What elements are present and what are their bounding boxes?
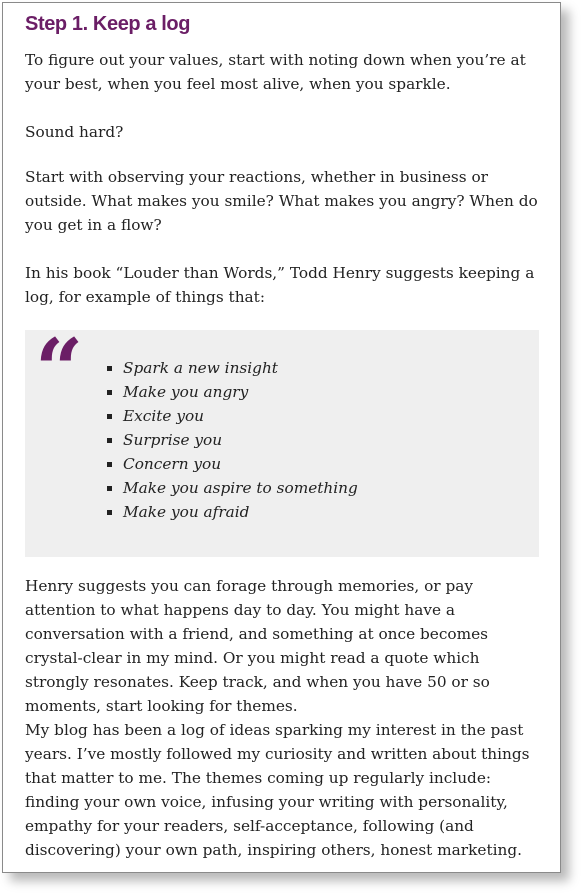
quote-list — [105, 356, 358, 524]
bullet-icon — [107, 462, 112, 467]
bullet-icon — [107, 438, 112, 443]
paragraph-question: Sound hard? — [25, 123, 124, 141]
bullet-icon — [107, 510, 112, 515]
bullet-icon — [107, 390, 112, 395]
bullet-icon — [107, 486, 112, 491]
list-item-text: Excite you — [123, 407, 205, 425]
paragraph-book: In his book “Louder than Words,” Todd Henry suggests keeping a log, for example of things that: — [25, 264, 535, 306]
paragraph-forage: Henry suggests you can forage through memories, or pay attention to what happens day to day. You might have a conversation with a friend, and something at once becomes crystal-clear in my mind. Or you might read a quote which strongly resonates. Keep track, and when you have 50 or so moments, start looking for themes. — [25, 577, 490, 715]
list-item-text: Make you afraid — [123, 503, 250, 521]
list-item — [105, 380, 358, 404]
blockquote — [25, 320, 539, 557]
list-item-text: Surprise you — [123, 431, 223, 449]
quote-mark-icon: “ — [35, 320, 84, 419]
bullet-icon — [107, 366, 112, 371]
list-item — [105, 404, 358, 428]
list-item — [105, 476, 358, 500]
list-item — [105, 500, 358, 524]
bullet-icon — [107, 414, 112, 419]
list-item — [105, 428, 358, 452]
paragraph-blog: My blog has been a log of ideas sparking my interest in the past years. I’ve mostly followed my curiosity and written about things that matter to me. The themes coming up regularly include: finding your own voice, infusing your writing with personality, empathy for your readers, self-acceptance, following (and discovering) your own path, inspiring others, honest marketing. — [25, 721, 530, 859]
list-item-text: Concern you — [123, 455, 222, 473]
paragraph-observe: Start with observing your reactions, whether in business or outside. What makes you smile? What makes you angry? When do you get in a flow? — [25, 168, 538, 234]
list-item-text: Make you aspire to something — [123, 479, 358, 497]
section-heading: Step 1. Keep a log — [25, 13, 191, 35]
list-item-text: Make you angry — [123, 383, 249, 401]
list-item-text: Spark a new insight — [123, 359, 278, 377]
article-card — [2, 2, 561, 873]
list-item — [105, 356, 358, 380]
list-item — [105, 452, 358, 476]
paragraph-intro: To figure out your values, start with noting down when you’re at your best, when you feel most alive, when you sparkle. — [25, 51, 526, 93]
